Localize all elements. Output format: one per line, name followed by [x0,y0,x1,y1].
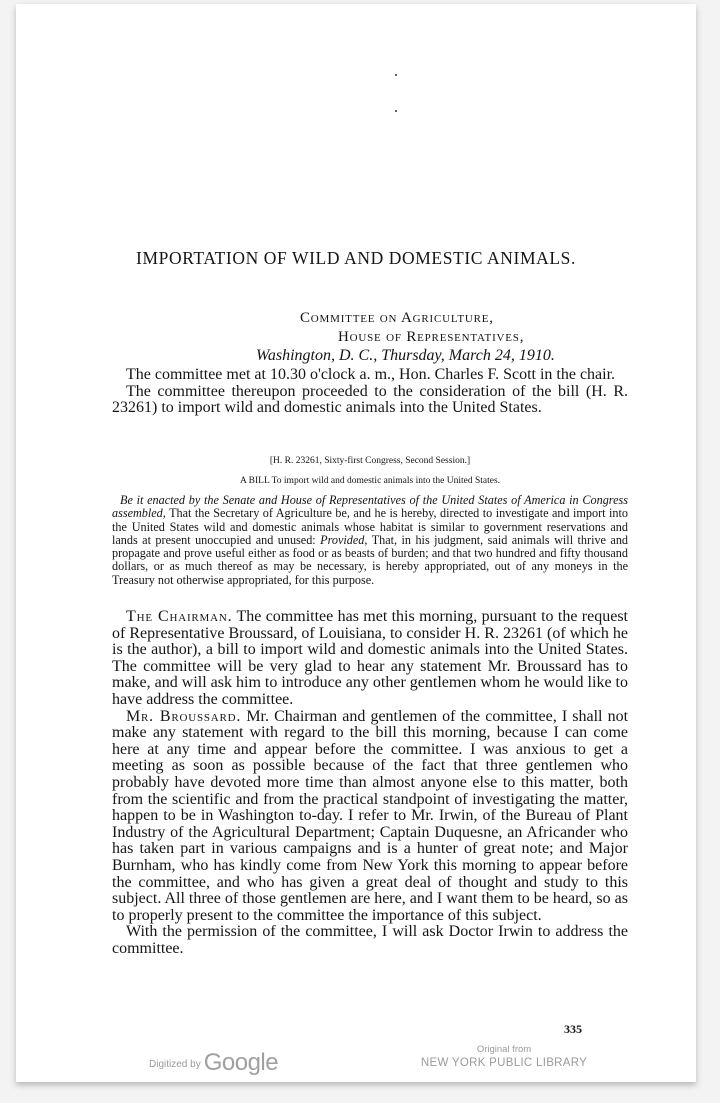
enacting-clause: Be it enacted by the Senate and House of Representatives of the United States of America in Congress assembled, [112,493,628,521]
place-date: Washington, D. C., Thursday, March 24, 1910. [256,347,555,364]
bill-text [112,494,628,587]
document-title: IMPORTATION OF WILD AND DOMESTIC ANIMALS. [136,248,576,268]
scan-speck [395,74,397,76]
broussard-paragraph-2: With the permission of the committee, I will ask Doctor Irwin to address the committee. [112,923,628,957]
chairman-paragraph [112,609,628,709]
google-logo: Google [203,1049,279,1076]
original-from [404,1044,604,1070]
document-page [16,4,696,1082]
digitized-label: Digitized by [149,1059,201,1070]
library-name: NEW YORK PUBLIC LIBRARY [420,1057,588,1069]
speaker-broussard: Mr. Broussard. [126,707,242,725]
testimony-section [112,609,628,957]
committee-name: Committee on Agriculture, [300,310,494,326]
intro-paragraph: The committee thereupon proceeded to the consideration of the bill (H. R. 23261) to import wild and domestic animals into the United States. [112,382,628,417]
intro-paragraph: The committee met at 10.30 o'clock a. m., Hon. Charles F. Scott in the chair. [126,366,616,383]
bill-text-part: That the Secretary of Agriculture be, and he is hereby, directed to investigate and import into the United States wild and domestic animals whose habitat is similar to government reservations and lands at present unoccupied and unused: [112,506,628,547]
bill-caption [112,475,628,487]
broussard-text: Mr. Chairman and gentlemen of the committee, I shall not make any statement with regard to the bill this morning, because I can come here at any time and appear before the committee. I was anxious to get a meeting as soon as possible because of the fact that three gentlemen who probably have devoted more time than almost anyone else to this matter, both from the scientific and from the practical standpoint of investigating the matter, happen to be in Washington to-day. I refer to Mr. Irwin, of the Bureau of Plant Industry of the Agricultural Department; Captain Duquesne, an Africander who has taken part in various campaigns and is a hunter of great note; and Major Burnham, who has kindly come from New York this morning to appear before the committee, and who has given a great deal of thought and study to this subject. All three of those gentlemen are here, and I want them to be heard, so as to properly present to the committee the importance of this subject. [112,707,629,924]
bill-caption-prefix: A BILL [239,476,270,486]
chairman-text: The committee has met this morning, pursuant to the request of Representative Broussard, of Louisiana, to consider H. R. 23261 (of which he is the author), a bill to import wild and domestic animals into the United States. The committee will be very glad to hear any statement Mr. Broussard has to make, and will ask him to introduce any other gentlemen whom he would like to have address the committee. [112,608,628,708]
house-name: House of Representatives, [338,329,525,345]
digitized-by [149,1049,278,1077]
original-label: Original from [476,1044,532,1055]
bill-paragraph [112,494,628,587]
speaker-chairman: The Chairman. [126,608,233,625]
broussard-paragraph [112,709,628,925]
bill-text-part: That, in his judgment, said animals will thrive and propagate and prove useful either as food or as beasts of burden; and that two hundred and fifty thousand dollars, or as much thereof as may be necessary, is hereby appropriated, out of any moneys in the Treasury not otherwise appropriated, for this purpose. [112,532,629,587]
intro-section [112,367,628,417]
scan-speck [395,110,397,112]
bill-citation: [H. R. 23261, Sixty-first Congress, Second Session.] [269,456,471,466]
page-number: 335 [564,1022,582,1036]
bill-caption-text: To import wild and domestic animals into the United States. [271,476,501,486]
proviso-word: Provided, [320,532,368,547]
